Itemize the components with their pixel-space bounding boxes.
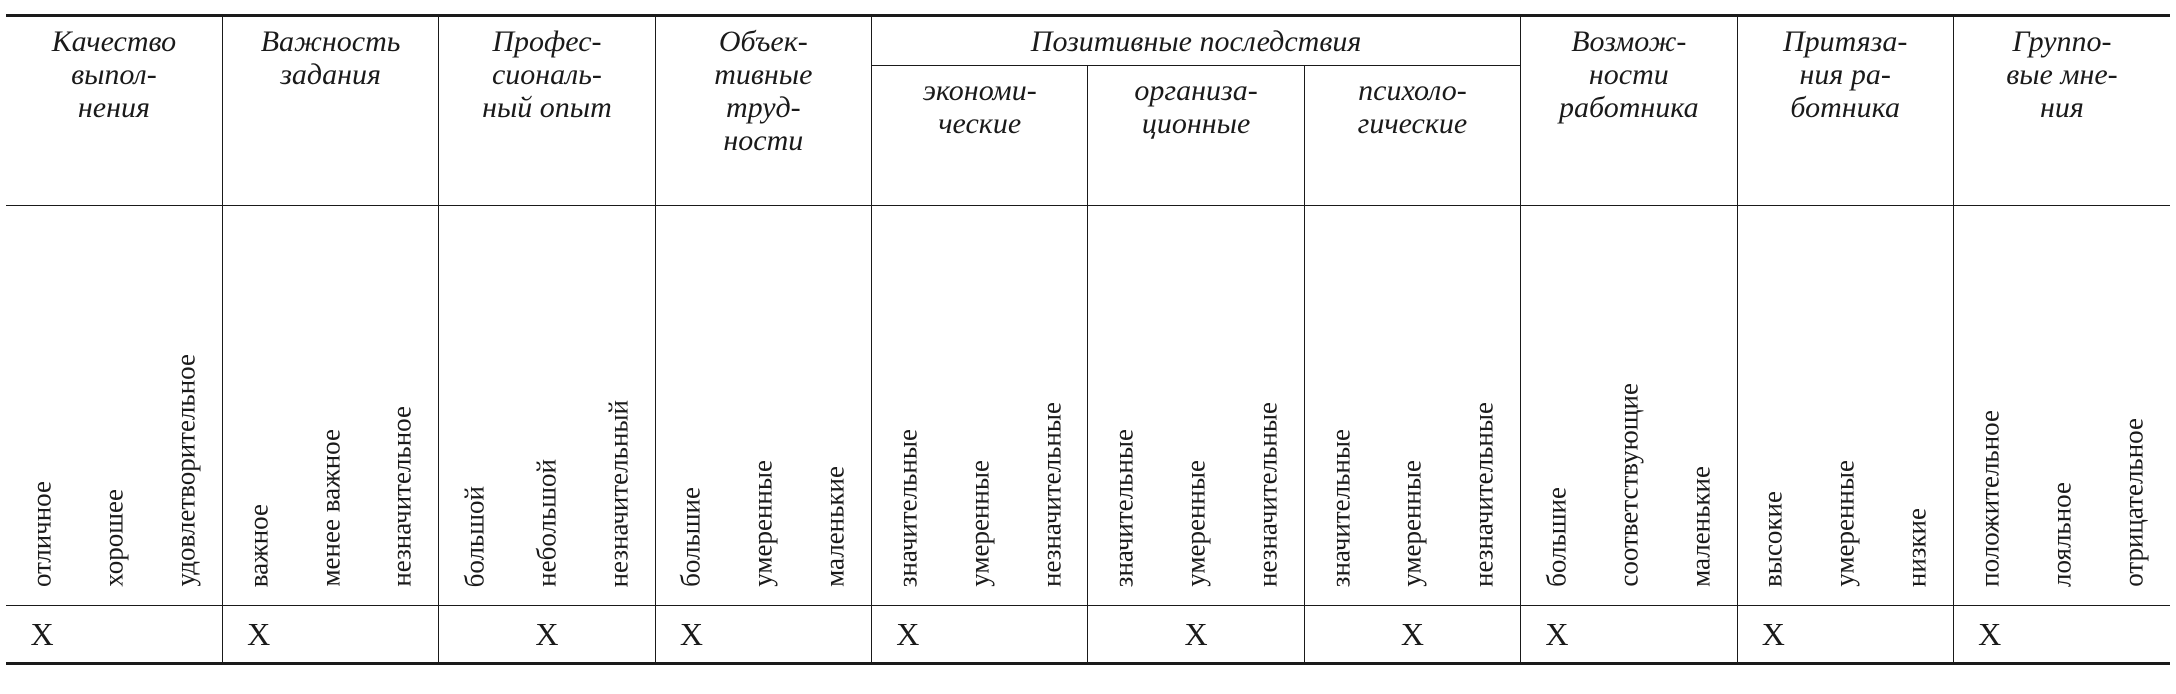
option-cell (1160, 206, 1232, 606)
header-economic (872, 66, 1088, 206)
option-label: значительные (892, 428, 923, 587)
option-label: умеренные (1180, 460, 1211, 587)
empty-mark-cell (1232, 606, 1304, 664)
option-label: высокие (1757, 491, 1788, 587)
option-label: незначительное (386, 406, 417, 587)
empty-mark-cell (150, 606, 222, 664)
header-difficulties-label: Объек- тивные труд- ности (714, 25, 813, 157)
empty-mark-cell (2098, 606, 2170, 664)
header-importance-label: Важность задания (260, 25, 401, 91)
option-label: умеренные (1829, 460, 1860, 587)
option-label: умеренные (1396, 460, 1427, 587)
option-label: значительные (1325, 428, 1356, 587)
option-cell (1016, 206, 1088, 606)
option-label: большие (1541, 487, 1572, 587)
option-cell (1737, 206, 1809, 606)
header-importance (222, 16, 438, 206)
empty-mark-cell (1304, 606, 1376, 664)
header-row (6, 16, 2170, 66)
option-cell (1593, 206, 1665, 606)
option-label: маленькие (1685, 466, 1716, 587)
selection-mark: X (1737, 606, 1809, 664)
header-abilities (1521, 16, 1737, 206)
option-cell (222, 206, 294, 606)
empty-mark-cell (1881, 606, 1953, 664)
option-cell (1665, 206, 1737, 606)
option-cell (799, 206, 871, 606)
option-label: незначительные (1468, 402, 1499, 587)
empty-mark-cell (944, 606, 1016, 664)
option-label: отрицательное (2118, 418, 2149, 587)
empty-mark-cell (583, 606, 655, 664)
header-positive-consequences (872, 16, 1521, 66)
selection-mark: X (872, 606, 944, 664)
option-label: умеренные (964, 460, 995, 587)
option-cell (727, 206, 799, 606)
selection-mark: X (1160, 606, 1232, 664)
option-cell (2026, 206, 2098, 606)
option-label: незначительные (1036, 402, 1067, 587)
option-cell (655, 206, 727, 606)
empty-mark-cell (1665, 606, 1737, 664)
option-label: небольшой (531, 459, 562, 587)
selection-mark: X (6, 606, 78, 664)
empty-mark-cell (439, 606, 511, 664)
header-aspirations-label: Притяза- ния ра- ботника (1783, 25, 1908, 124)
option-label: низкие (1901, 507, 1932, 587)
header-group-opinions (1953, 16, 2170, 206)
empty-mark-cell (1593, 606, 1665, 664)
evaluation-table (6, 14, 2170, 665)
option-cell (583, 206, 655, 606)
header-organizational-label: организа- ционные (1134, 74, 1258, 140)
option-cell (439, 206, 511, 606)
empty-mark-cell (799, 606, 871, 664)
selection-mark: X (1953, 606, 2025, 664)
option-cell (1809, 206, 1881, 606)
header-group-opinions-label: Группо- вые мне- ния (2006, 25, 2118, 124)
option-cell (367, 206, 439, 606)
selection-mark: X (511, 606, 583, 664)
option-cell (78, 206, 150, 606)
selection-mark: X (222, 606, 294, 664)
option-cell (2098, 206, 2170, 606)
option-cell (1449, 206, 1521, 606)
option-label: менее важное (315, 429, 346, 587)
option-cell (1953, 206, 2025, 606)
option-label: хорошее (98, 489, 129, 587)
option-label: большие (675, 487, 706, 587)
empty-mark-cell (727, 606, 799, 664)
option-label: маленькие (819, 466, 850, 587)
empty-mark-cell (1088, 606, 1160, 664)
header-quality-label: Качество выпол- нения (51, 25, 177, 124)
option-label: соответствующие (1613, 383, 1644, 587)
header-quality (6, 16, 222, 206)
header-difficulties (655, 16, 871, 206)
option-label: отличное (26, 480, 57, 587)
header-aspirations (1737, 16, 1953, 206)
option-label: значительные (1108, 428, 1139, 587)
header-economic-label: экономи- ческие (922, 74, 1037, 140)
option-label: положительное (1974, 410, 2005, 587)
options-row (6, 206, 2170, 606)
marks-row (6, 606, 2170, 664)
option-cell (1088, 206, 1160, 606)
option-label: лояльное (2046, 482, 2077, 587)
option-label: незначительные (1252, 402, 1283, 587)
empty-mark-cell (367, 606, 439, 664)
option-cell (1376, 206, 1448, 606)
option-label: удовлетворительное (170, 354, 201, 587)
empty-mark-cell (78, 606, 150, 664)
option-cell (1304, 206, 1376, 606)
header-experience-label: Профес- сиональ- ный опыт (482, 25, 612, 124)
empty-mark-cell (1809, 606, 1881, 664)
header-experience (439, 16, 655, 206)
header-organizational (1088, 66, 1304, 206)
header-positive-consequences-label: Позитивные последствия (1030, 24, 1362, 58)
header-abilities-label: Возмож- ности работника (1559, 25, 1699, 124)
option-label: незначительный (603, 399, 634, 587)
option-label: большой (459, 485, 490, 587)
option-cell (1521, 206, 1593, 606)
header-psychological-label: психоло- гические (1357, 74, 1468, 140)
header-psychological (1304, 66, 1520, 206)
selection-mark: X (655, 606, 727, 664)
option-cell (944, 206, 1016, 606)
option-label: важное (243, 503, 274, 587)
selection-mark: X (1521, 606, 1593, 664)
option-cell (6, 206, 78, 606)
option-label: умеренные (747, 460, 778, 587)
empty-mark-cell (1449, 606, 1521, 664)
option-cell (1881, 206, 1953, 606)
option-cell (872, 206, 944, 606)
option-cell (295, 206, 367, 606)
selection-mark: X (1376, 606, 1448, 664)
option-cell (1232, 206, 1304, 606)
empty-mark-cell (2026, 606, 2098, 664)
option-cell (150, 206, 222, 606)
empty-mark-cell (295, 606, 367, 664)
empty-mark-cell (1016, 606, 1088, 664)
option-cell (511, 206, 583, 606)
